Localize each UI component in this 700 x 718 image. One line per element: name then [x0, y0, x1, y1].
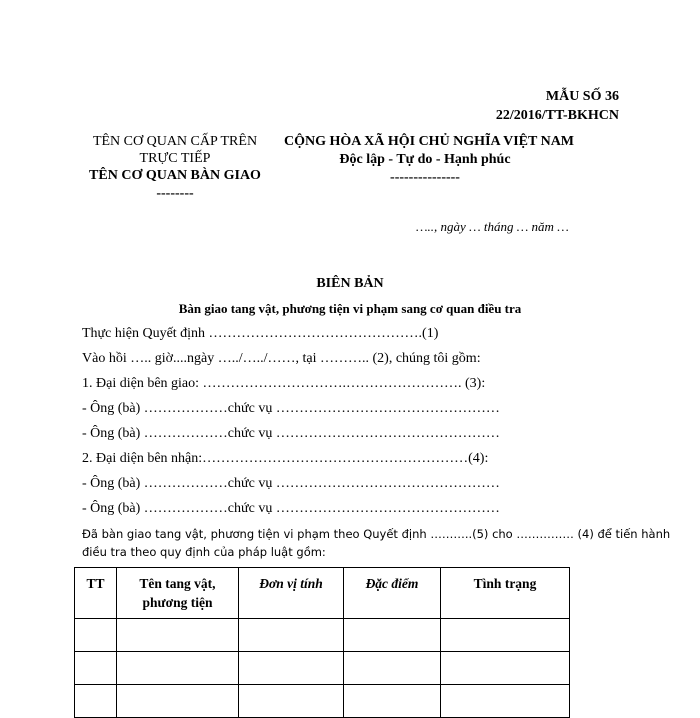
table-cell: [75, 652, 117, 685]
handover-paragraph-line2: điều tra theo quy định của pháp luật gồm:: [82, 545, 326, 559]
right-header: [284, 133, 575, 187]
table-row: [75, 619, 570, 652]
body-line-giver-rep: 1. Đại diện bên giao: ………………………….……………………. (3):: [82, 376, 486, 391]
form-number: MẪU SỐ 36: [545, 89, 619, 104]
header-label: phương tiện: [142, 595, 213, 610]
table-header-row: [75, 568, 570, 619]
body-line-time-place: Vào hồi ….. giờ....ngày …../…../……, tại ……….. (2), chúng tôi gồm:: [82, 351, 481, 366]
header-label: Đơn vị tính: [259, 576, 323, 591]
table-cell: [344, 685, 441, 718]
body-line-receiver-rep: 2. Đại diện bên nhận:…………………………………………………(4):: [82, 451, 489, 466]
header-cell-unit: [239, 568, 344, 619]
date-line: ….., ngày … tháng … năm …: [416, 219, 569, 234]
header-cell-condition: [441, 568, 570, 619]
table-cell: [75, 619, 117, 652]
header-cell-no: [75, 568, 117, 619]
body-line-receiver-person-1: - Ông (bà) ………………chức vụ …………………………………………: [82, 476, 500, 491]
table-cell: [239, 685, 344, 718]
header-label: TT: [86, 576, 105, 591]
left-header: [70, 133, 280, 203]
table-cell: [117, 619, 239, 652]
header-cell-features: [344, 568, 441, 619]
table-row: [75, 652, 570, 685]
table-cell: [117, 652, 239, 685]
header-cell-item-name: [117, 568, 239, 619]
table-cell: [441, 652, 570, 685]
right-header-rule: ---------------: [390, 170, 460, 185]
country-name: CỘNG HÒA XÃ HỘI CHỦ NGHĨA VIỆT NAM: [284, 134, 575, 149]
body-line-receiver-person-2: - Ông (bà) ………………chức vụ …………………………………………: [82, 501, 500, 516]
table-row: [75, 685, 570, 718]
table-cell: [117, 685, 239, 718]
header-label: Đặc điểm: [365, 576, 419, 591]
document-title: BIÊN BẢN: [316, 276, 384, 291]
document-subtitle: Bàn giao tang vật, phương tiện vi phạm sang cơ quan điều tra: [178, 301, 522, 316]
form-circular: 22/2016/TT-BKHCN: [495, 108, 619, 123]
table-cell: [441, 685, 570, 718]
header-label: Tên tang vật,: [139, 576, 216, 591]
body-line-giver-person-2: - Ông (bà) ………………chức vụ …………………………………………: [82, 426, 500, 441]
header-label: Tình trạng: [473, 576, 537, 591]
table-cell: [344, 652, 441, 685]
body-line-decision: Thực hiện Quyết định ……………………………………….(1): [82, 326, 439, 341]
body-line-giver-person-1: - Ông (bà) ………………chức vụ …………………………………………: [82, 401, 500, 416]
agency-name: TÊN CƠ QUAN BÀN GIAO: [89, 168, 261, 183]
left-header-rule: --------: [156, 186, 194, 201]
handover-paragraph-line1: Đã bàn giao tang vật, phương tiện vi phạm theo Quyết định ………..(5) cho …………… (4) để tiến hành: [82, 527, 671, 541]
items-table: [74, 567, 570, 718]
table-cell: [75, 685, 117, 718]
table-cell: [441, 619, 570, 652]
national-motto: Độc lập - Tự do - Hạnh phúc: [339, 152, 511, 167]
table-cell: [239, 652, 344, 685]
table-cell: [344, 619, 441, 652]
table-cell: [239, 619, 344, 652]
parent-agency-line1: TÊN CƠ QUAN CẤP TRÊN: [92, 134, 258, 149]
parent-agency-line2: TRỰC TIẾP: [139, 151, 211, 166]
